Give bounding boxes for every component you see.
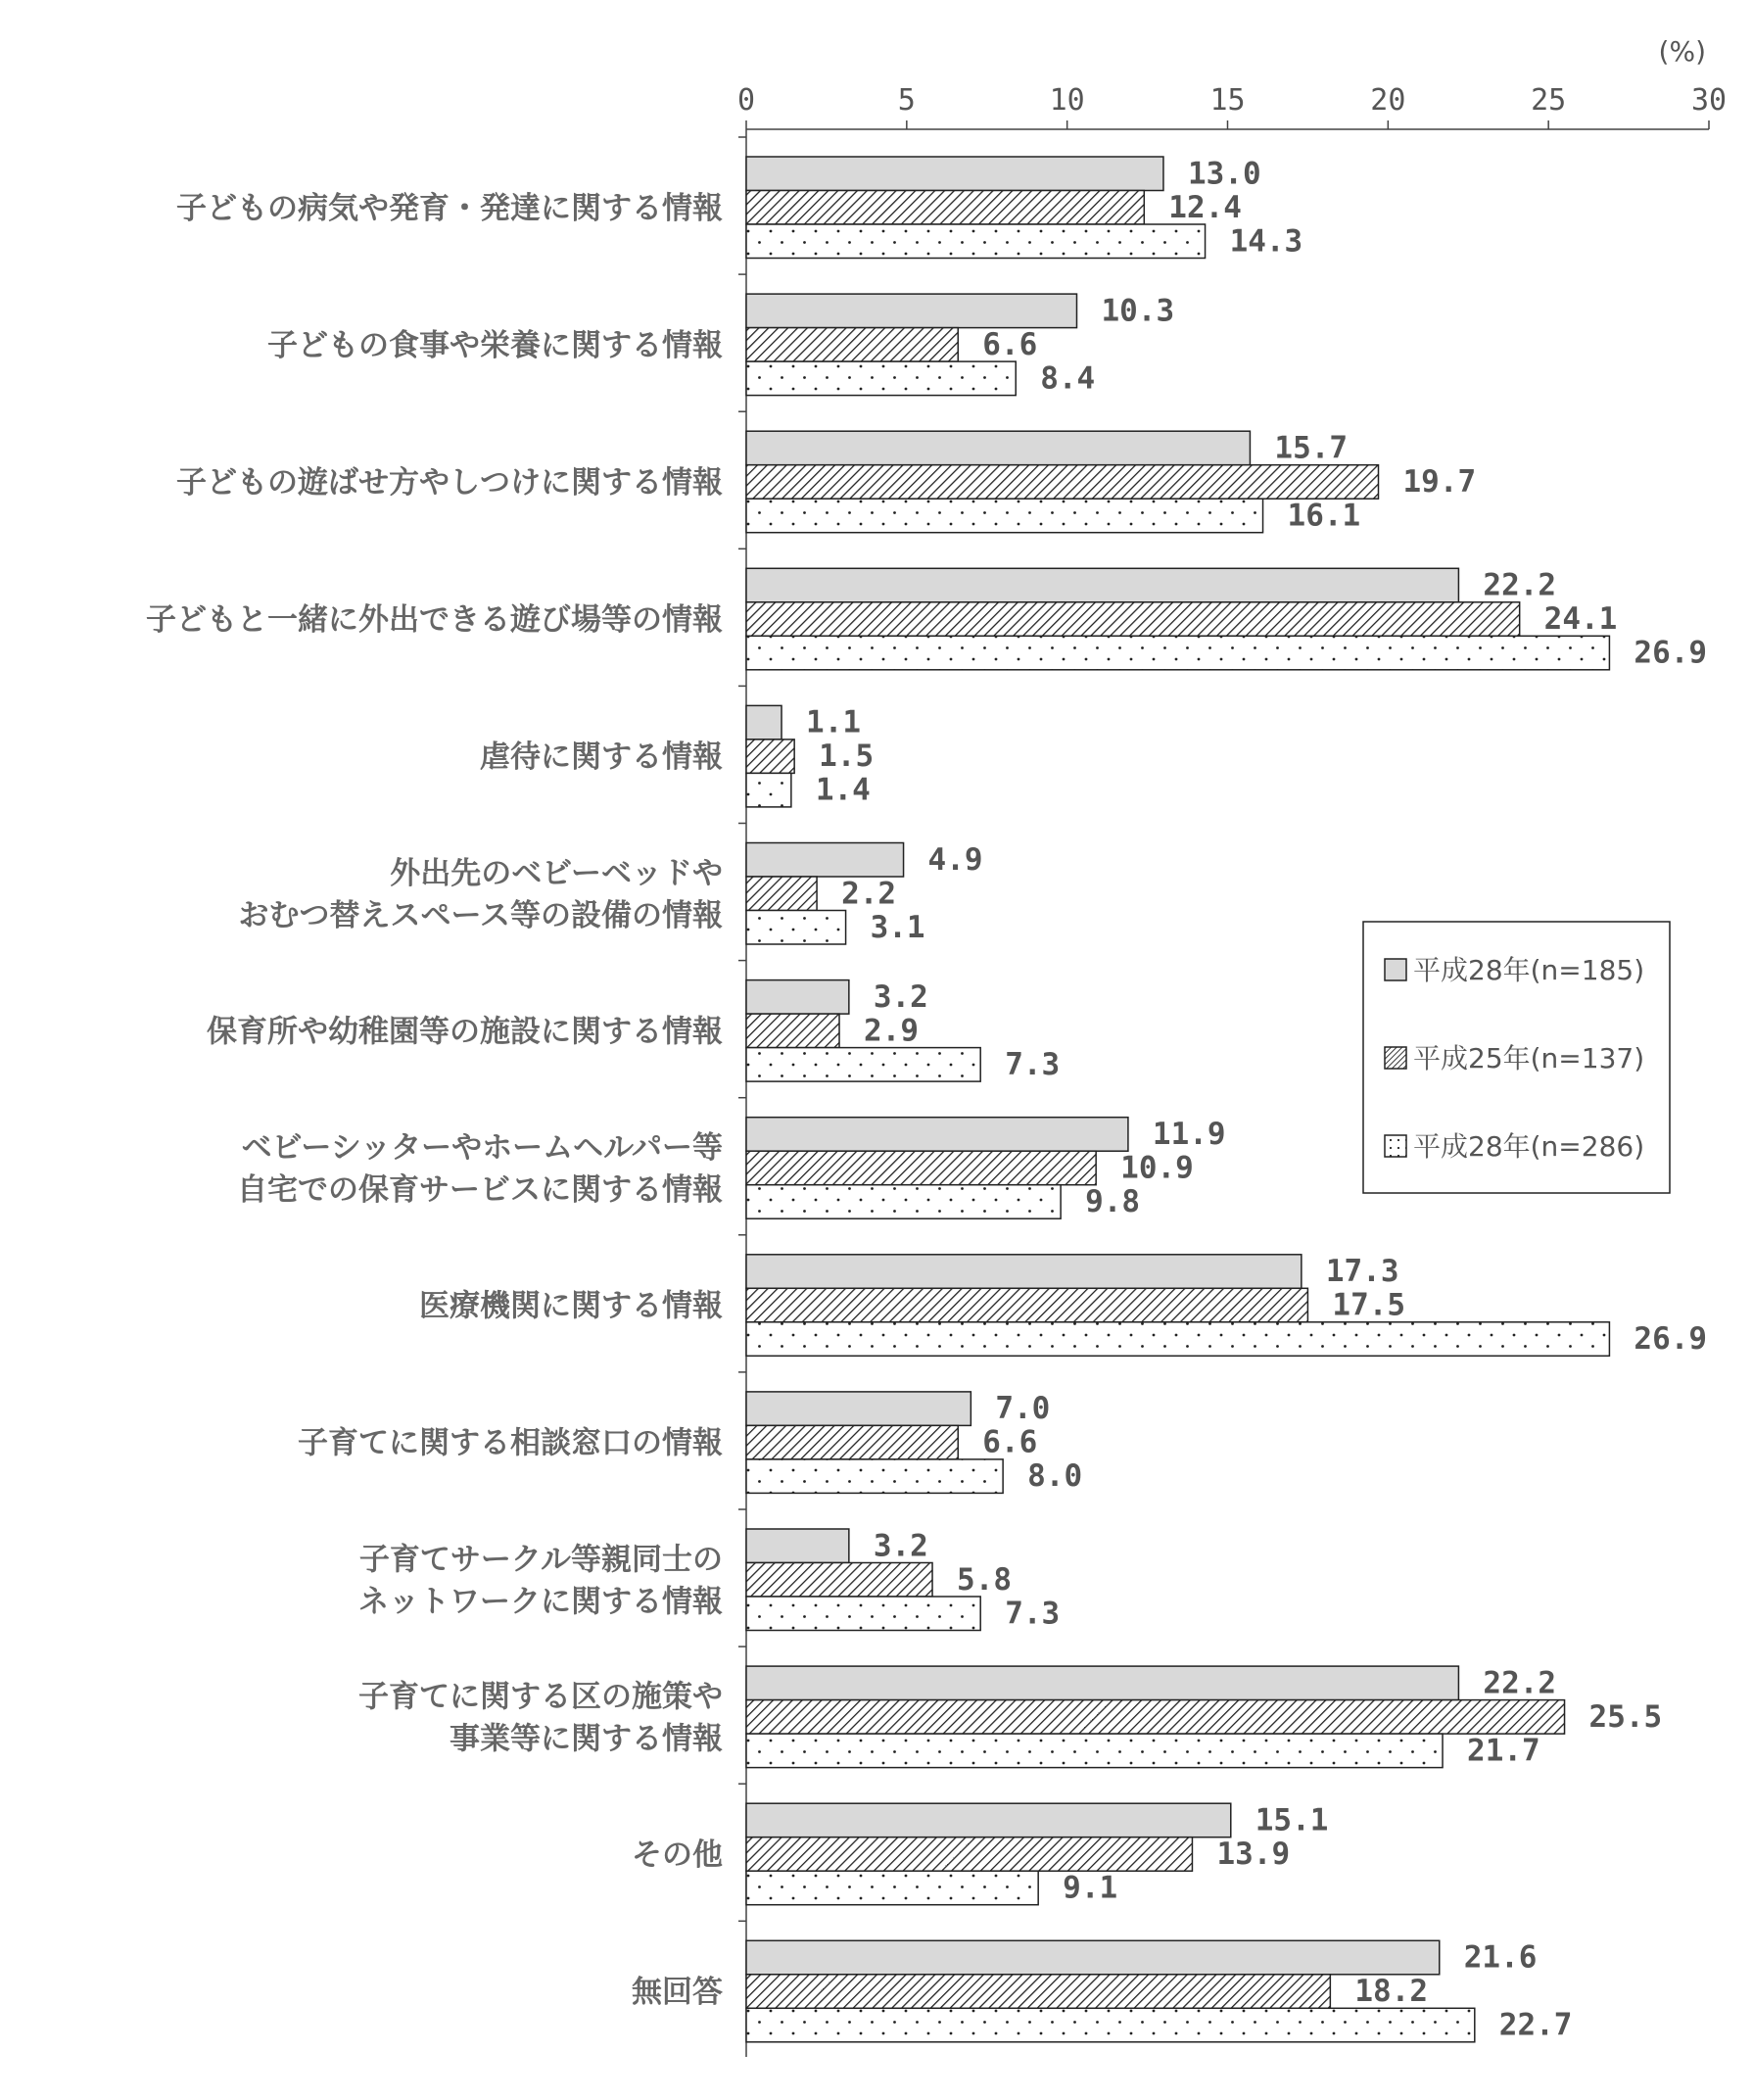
- data-label: 14.3: [1229, 223, 1303, 260]
- bar: [746, 431, 1250, 465]
- category-label: ベビーシッターやホームヘルパー等: [241, 1129, 723, 1166]
- category-label: 保育所や幼稚園等の施設に関する情報: [207, 1014, 723, 1050]
- x-tick-label: 25: [1531, 83, 1567, 118]
- bar: [746, 224, 1206, 259]
- bar: [746, 911, 846, 945]
- bar: [746, 328, 958, 362]
- bar: [746, 499, 1263, 533]
- data-label: 1.4: [815, 772, 871, 808]
- data-label: 13.0: [1187, 156, 1261, 192]
- bar: [746, 636, 1609, 670]
- bar: [746, 1975, 1330, 2009]
- x-tick-label: 30: [1690, 83, 1728, 118]
- category-label: おむつ替えスペース等の設備の情報: [238, 897, 723, 933]
- data-label: 21.7: [1467, 1733, 1540, 1769]
- data-label: 9.8: [1085, 1183, 1141, 1219]
- legend-swatch: [1385, 1047, 1406, 1069]
- bar: [746, 1597, 980, 1631]
- bar: [746, 843, 904, 878]
- data-label: 12.4: [1168, 189, 1242, 225]
- data-label: 2.2: [841, 876, 897, 912]
- data-label: 8.4: [1040, 360, 1096, 397]
- data-label: 24.1: [1543, 601, 1618, 638]
- bar: [746, 877, 817, 911]
- bar: [746, 191, 1144, 225]
- data-label: 13.9: [1216, 1836, 1291, 1872]
- data-label: 4.9: [927, 841, 983, 878]
- bar: [746, 1940, 1440, 1975]
- bar: [746, 361, 1016, 396]
- data-label: 26.9: [1634, 1321, 1708, 1358]
- bar: [746, 157, 1163, 191]
- bar: [746, 1048, 980, 1082]
- category-label: 子育てに関する区の施策や: [358, 1679, 723, 1715]
- data-label: 1.5: [819, 739, 875, 775]
- data-label: 10.3: [1101, 293, 1175, 329]
- bar: [746, 1803, 1231, 1838]
- bar: [746, 705, 781, 740]
- data-label: 15.7: [1274, 430, 1349, 466]
- bar: [746, 1666, 1458, 1700]
- bar: [746, 1014, 839, 1048]
- category-label: 子育てサークル等親同士の: [358, 1542, 723, 1578]
- bar: [746, 740, 794, 774]
- data-label: 8.0: [1027, 1458, 1083, 1495]
- bar: [746, 1459, 1003, 1494]
- bar: [746, 1700, 1565, 1735]
- data-label: 22.7: [1498, 2007, 1573, 2043]
- category-label: 事業等に関する情報: [450, 1721, 723, 1757]
- data-label: 21.6: [1463, 1939, 1538, 1976]
- bar: [746, 1288, 1307, 1322]
- x-tick-label: 10: [1049, 83, 1085, 118]
- data-label: 3.2: [873, 978, 928, 1015]
- x-tick-label: 15: [1209, 83, 1246, 118]
- data-label: 7.3: [1005, 1596, 1061, 1632]
- data-label: 19.7: [1402, 463, 1477, 500]
- data-label: 7.0: [995, 1391, 1051, 1427]
- bar: [746, 1185, 1061, 1219]
- data-label: 22.2: [1483, 567, 1557, 603]
- data-label: 7.3: [1005, 1046, 1061, 1082]
- data-label: 3.2: [873, 1528, 928, 1564]
- legend-label: 平成25年(n=137): [1413, 1042, 1645, 1074]
- category-label: 子育てに関する相談窓口の情報: [298, 1425, 723, 1461]
- bar: [746, 1322, 1609, 1357]
- bar: [746, 294, 1076, 328]
- category-label: 自宅での保育サービスに関する情報: [237, 1171, 723, 1208]
- bar: [746, 2008, 1475, 2042]
- data-label: 6.6: [982, 326, 1038, 362]
- legend: [1363, 922, 1670, 1193]
- category-label: 子どもの遊ばせ方やしつけに関する情報: [176, 464, 723, 501]
- bar: [746, 1734, 1443, 1768]
- data-label: 5.8: [957, 1561, 1013, 1598]
- data-label: 11.9: [1152, 1116, 1226, 1152]
- data-label: 16.1: [1287, 498, 1361, 534]
- category-label: 外出先のベビーベッドや: [390, 855, 723, 891]
- data-label: 18.2: [1354, 1974, 1429, 2010]
- data-label: 17.5: [1332, 1287, 1406, 1323]
- unit-label: (%): [1658, 35, 1706, 68]
- bar: [746, 1838, 1192, 1872]
- legend-label: 平成28年(n=286): [1413, 1130, 1645, 1163]
- legend-swatch: [1385, 959, 1406, 980]
- bar: [746, 465, 1379, 500]
- category-label: 無回答: [632, 1975, 723, 2011]
- data-label: 9.1: [1063, 1870, 1118, 1906]
- category-label: 子どもと一緒に外出できる遊び場等の情報: [146, 602, 723, 639]
- legend-swatch: [1385, 1135, 1406, 1157]
- data-label: 2.9: [864, 1013, 920, 1049]
- category-label: 子どもの病気や発育・発達に関する情報: [176, 190, 723, 226]
- data-label: 1.1: [806, 704, 862, 740]
- data-label: 15.1: [1255, 1802, 1329, 1838]
- category-label: 虐待に関する情報: [480, 740, 723, 776]
- category-label: 子どもの食事や栄養に関する情報: [267, 327, 723, 363]
- data-label: 3.1: [870, 909, 925, 945]
- x-tick-label: 20: [1370, 83, 1406, 118]
- data-label: 22.2: [1483, 1665, 1557, 1701]
- category-label: その他: [632, 1837, 723, 1873]
- data-label: 17.3: [1325, 1254, 1399, 1290]
- bar: [746, 1118, 1128, 1152]
- bar: [746, 1151, 1096, 1185]
- data-label: 26.9: [1634, 635, 1708, 671]
- bar: [746, 1425, 958, 1459]
- x-tick-label: 0: [736, 83, 756, 118]
- bar: [746, 773, 791, 807]
- bar: [746, 1529, 849, 1563]
- bar: [746, 1563, 932, 1598]
- category-label: 医療機関に関する情報: [419, 1288, 723, 1324]
- bar: [746, 980, 849, 1015]
- bar: [746, 1871, 1038, 1905]
- legend-label: 平成28年(n=185): [1413, 954, 1645, 986]
- data-label: 6.6: [982, 1424, 1038, 1460]
- bar: [746, 1255, 1302, 1289]
- bar: [746, 1392, 971, 1426]
- category-label: ネットワークに関する情報: [358, 1584, 723, 1620]
- bar: [746, 568, 1458, 602]
- x-tick-label: 5: [897, 83, 916, 118]
- data-label: 25.5: [1588, 1698, 1663, 1735]
- bar: [746, 602, 1520, 637]
- data-label: 10.9: [1120, 1150, 1194, 1186]
